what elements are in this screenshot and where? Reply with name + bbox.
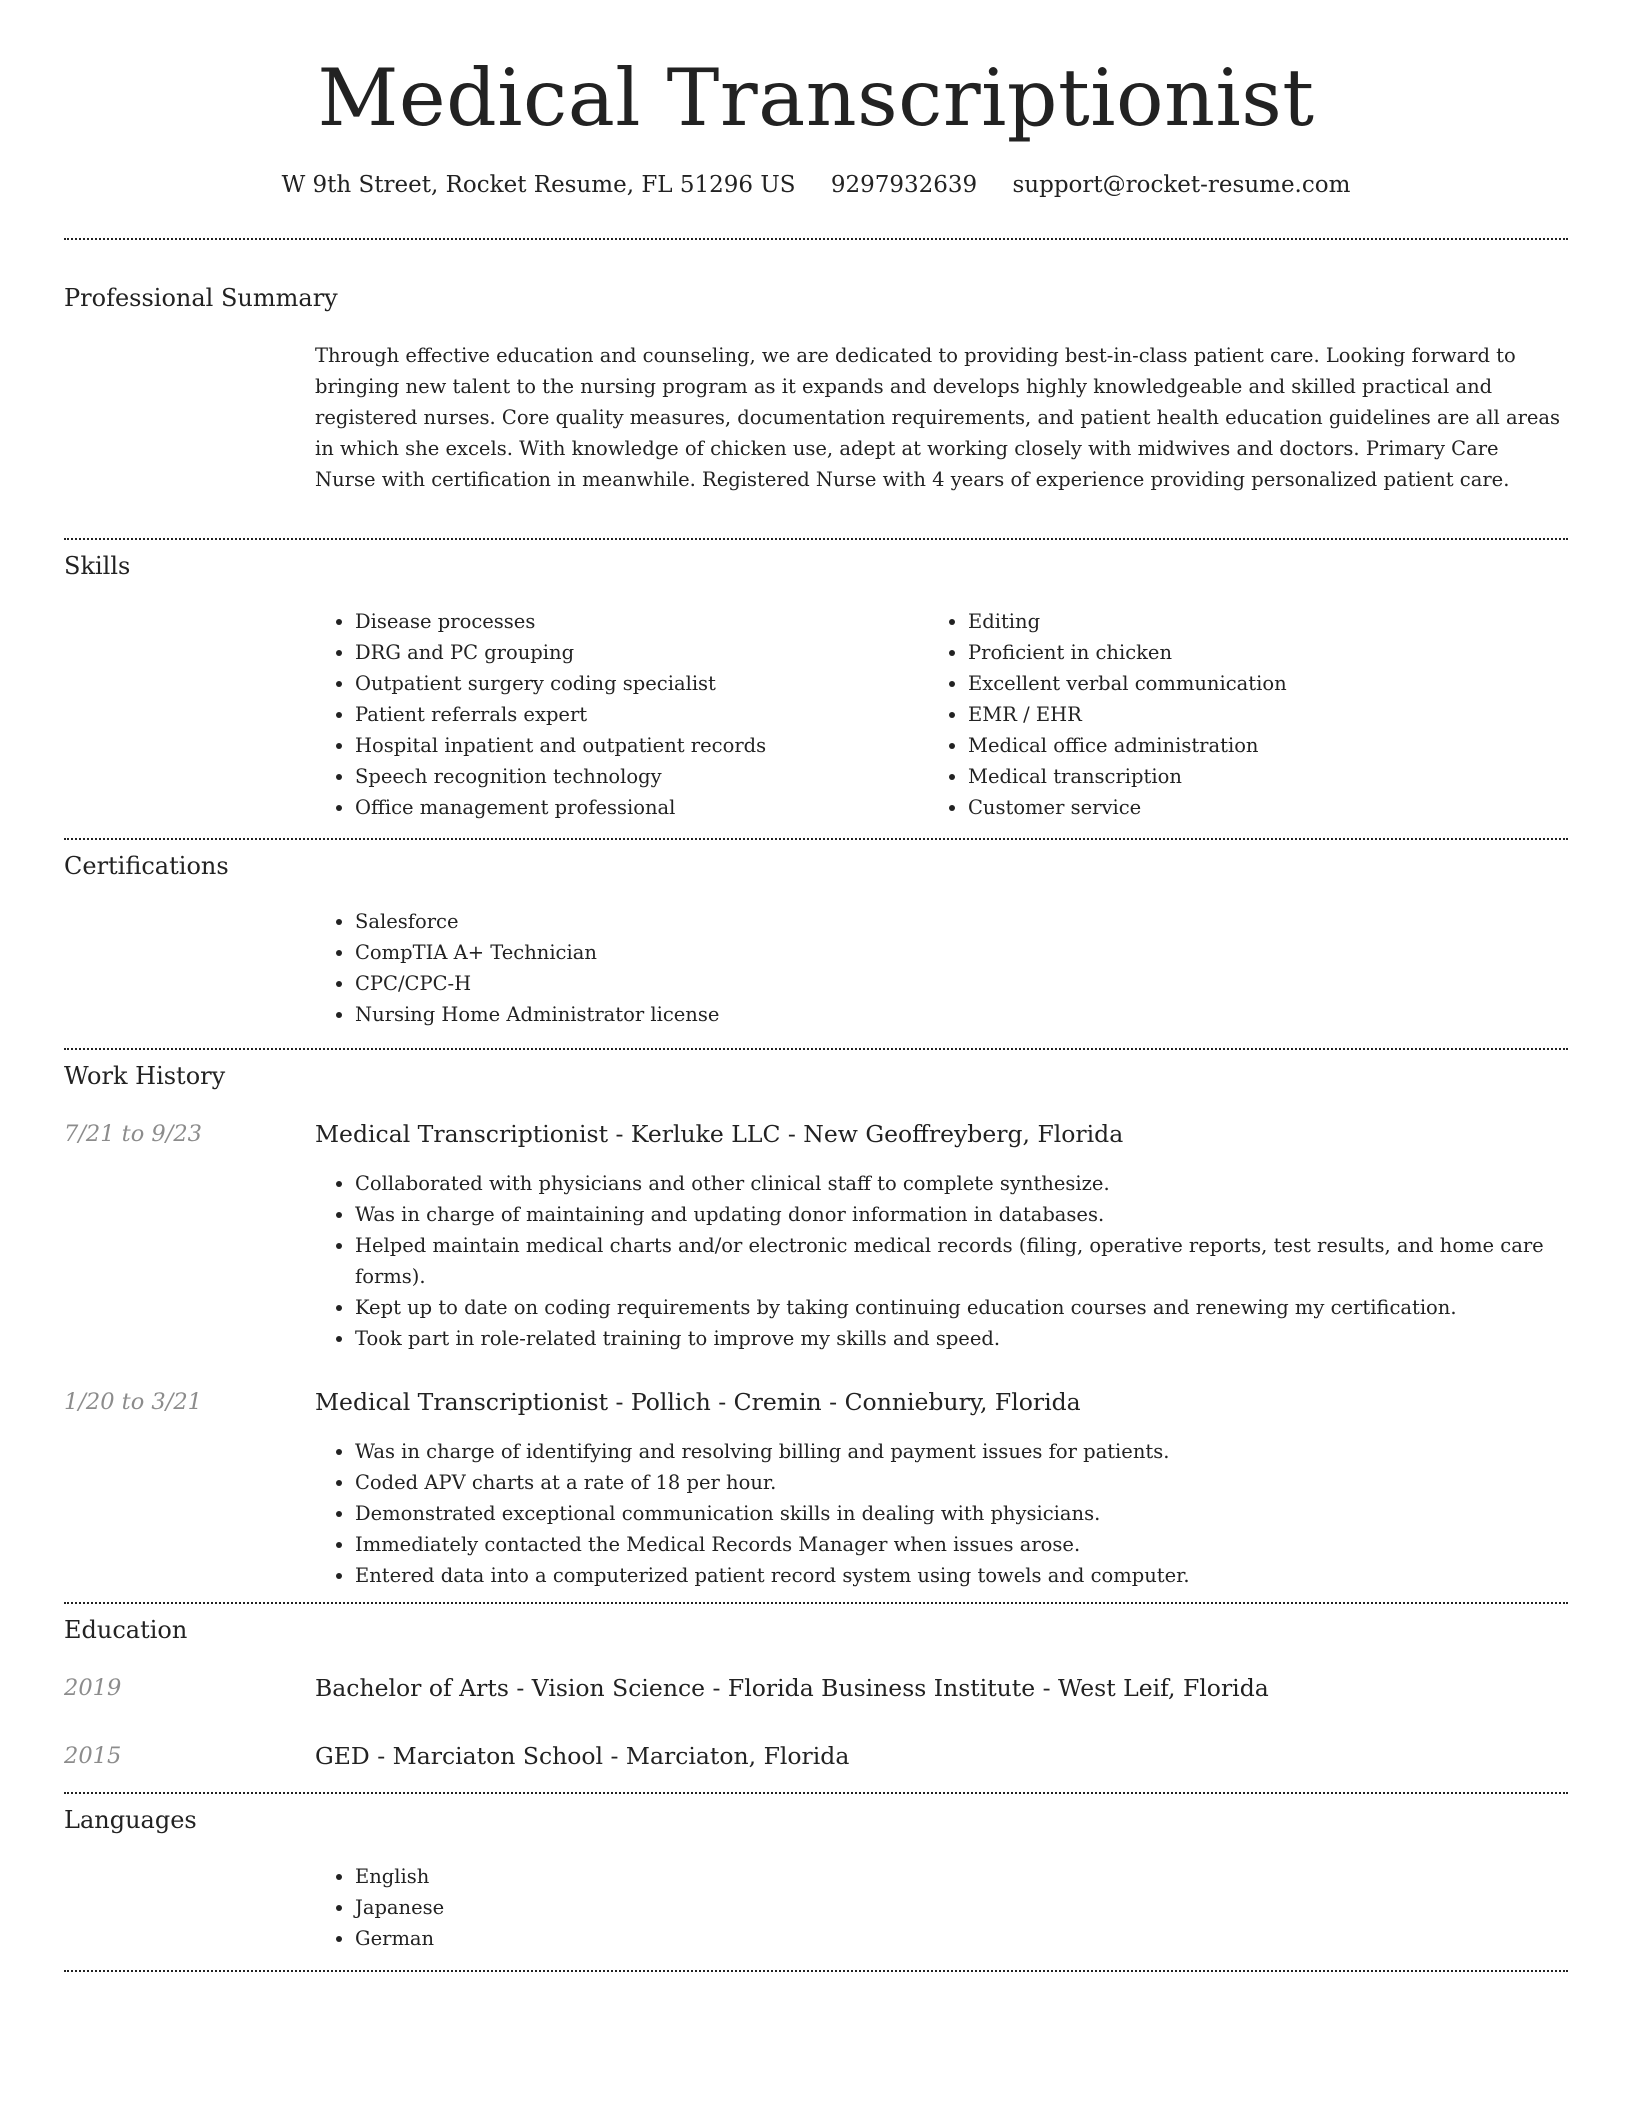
list-item: • Speech recognition technology (355, 761, 915, 792)
list-item: • Was in charge of maintaining and updating donor information in databases. (355, 1199, 1605, 1230)
education-year: 2015 (64, 1743, 122, 1769)
list-item: • Customer service (968, 792, 1568, 823)
list-item: • CompTIA A+ Technician (355, 937, 1555, 968)
list-item: • Medical transcription (968, 761, 1568, 792)
list-item: • DRG and PC grouping (355, 637, 915, 668)
list-item: • Took part in role-related training to improve my skills and speed. (355, 1323, 1605, 1354)
contact-line (0, 169, 1632, 201)
job-bullets (311, 1168, 1605, 1354)
list-item: • Disease processes (355, 606, 915, 637)
skills-list-left (311, 606, 915, 823)
list-item: • Helped maintain medical charts and/or electronic medical records (filing, operative reports, test results, and home care forms). (355, 1230, 1605, 1292)
divider (64, 1792, 1568, 1794)
list-item: • Patient referrals expert (355, 699, 915, 730)
list-item: • Collaborated with physicians and other clinical staff to complete synthesize. (355, 1168, 1605, 1199)
list-item: • Salesforce (355, 906, 1555, 937)
list-item: • Entered data into a computerized patient record system using towels and computer. (355, 1560, 1605, 1591)
skills-list-right (924, 606, 1568, 823)
list-item: • English (355, 1861, 1555, 1892)
list-item: • Kept up to date on coding requirements by taking continuing education courses and renewing my certification. (355, 1292, 1605, 1323)
divider (64, 238, 1568, 240)
divider (64, 838, 1568, 840)
list-item: • Was in charge of identifying and resolving billing and payment issues for patients. (355, 1436, 1605, 1467)
languages-list (311, 1861, 1555, 1954)
job-dates: 1/20 to 3/21 (64, 1389, 202, 1415)
list-item: • Hospital inpatient and outpatient records (355, 730, 915, 761)
list-item: • EMR / EHR (968, 699, 1568, 730)
list-item: • Medical office administration (968, 730, 1568, 761)
section-heading-education: Education (64, 1616, 188, 1644)
list-item: • Coded APV charts at a rate of 18 per hour. (355, 1467, 1605, 1498)
contact-address: W 9th Street, Rocket Resume, FL 51296 US (281, 172, 796, 198)
contact-phone: 9297932639 (830, 172, 978, 198)
list-item: • Demonstrated exceptional communication skills in dealing with physicians. (355, 1498, 1605, 1529)
resume-name: Medical Transcriptionist (317, 52, 1315, 144)
divider (64, 1602, 1568, 1604)
job-title: Medical Transcriptionist - Kerluke LLC - New Geoffreyberg, Florida (315, 1120, 1124, 1148)
divider (64, 1970, 1568, 1972)
education-degree: Bachelor of Arts - Vision Science - Florida Business Institute - West Leif, Florida (315, 1674, 1269, 1702)
certifications-list (311, 906, 1555, 1030)
job-title: Medical Transcriptionist - Pollich - Cremin - Conniebury, Florida (315, 1388, 1081, 1416)
list-item: • Excellent verbal communication (968, 668, 1568, 699)
list-item: • Proficient in chicken (968, 637, 1568, 668)
list-item: • Office management professional (355, 792, 915, 823)
divider (64, 538, 1568, 540)
divider (64, 1048, 1568, 1050)
education-year: 2019 (64, 1675, 122, 1701)
section-heading-skills: Skills (64, 552, 131, 580)
section-heading-certifications: Certifications (64, 852, 229, 880)
section-heading-languages: Languages (64, 1806, 197, 1834)
section-heading-work-history: Work History (64, 1062, 226, 1090)
list-item: • Nursing Home Administrator license (355, 999, 1555, 1030)
job-bullets (311, 1436, 1605, 1591)
summary-text: Through effective education and counseling, we are dedicated to providing best-in-class patient care. Looking forward to bringing new talent to the nursing program as it expands and develops highly knowledgeable and skilled practical and registered nurses. Core quality measures, documentation requirements, and patient health education guidelines are all areas in which she excels. With knowledge of chicken use, adept at working closely with midwives and doctors. Primary Care Nurse with certification in meanwhile. Registered Nurse with 4 years of experience providing personalized patient care. (315, 344, 1561, 491)
list-item: • German (355, 1923, 1555, 1954)
job-dates: 7/21 to 9/23 (64, 1121, 202, 1147)
list-item: • Japanese (355, 1892, 1555, 1923)
list-item: • CPC/CPC-H (355, 968, 1555, 999)
section-heading-summary: Professional Summary (64, 284, 338, 312)
list-item: • Editing (968, 606, 1568, 637)
list-item: • Outpatient surgery coding specialist (355, 668, 915, 699)
list-item: • Immediately contacted the Medical Records Manager when issues arose. (355, 1529, 1605, 1560)
contact-email: support@rocket-resume.com (1012, 172, 1351, 198)
education-degree: GED - Marciaton School - Marciaton, Florida (315, 1742, 850, 1770)
